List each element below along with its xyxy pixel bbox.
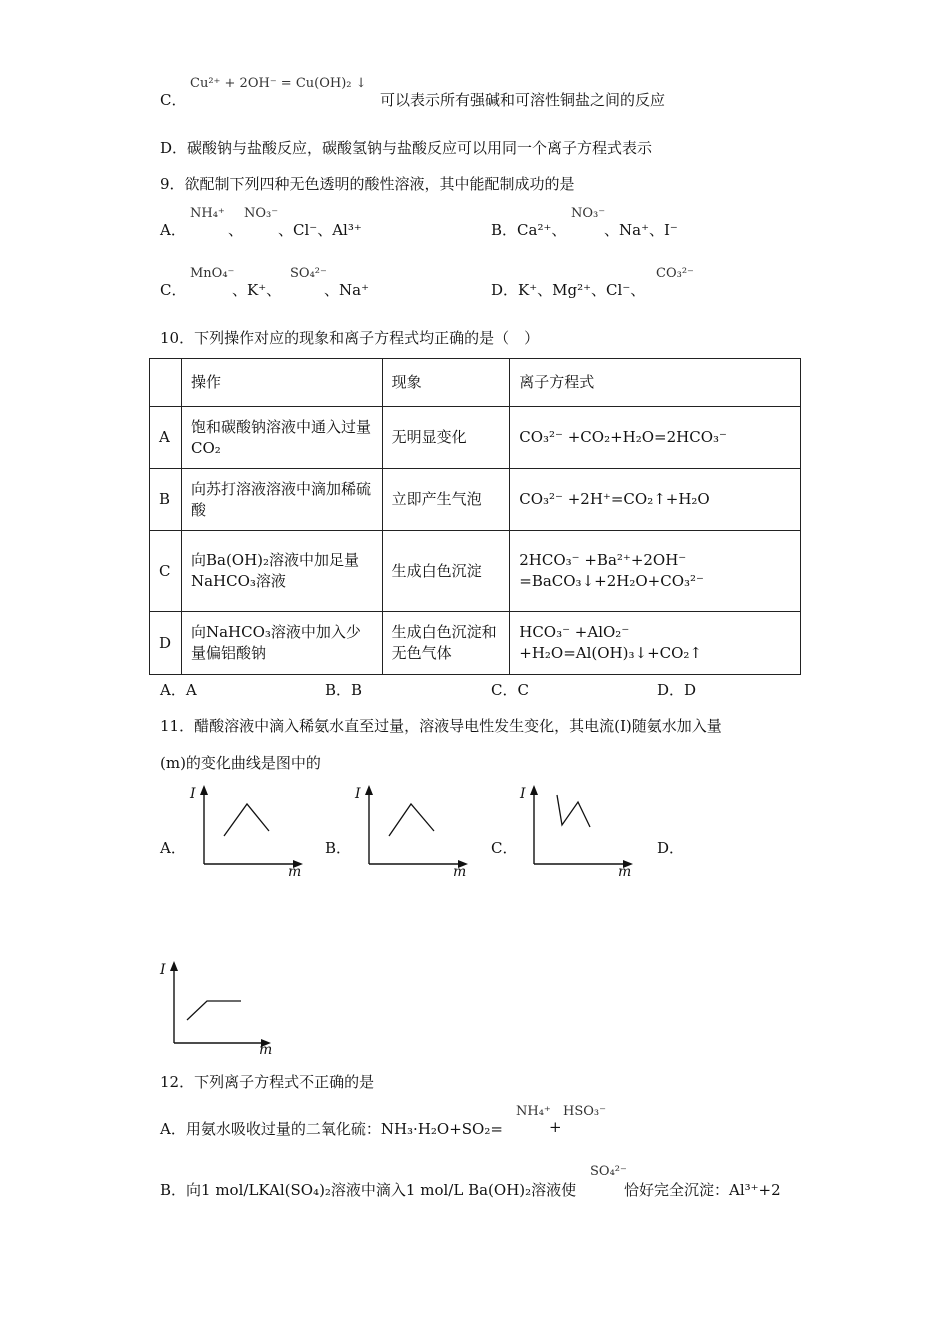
separator: 、	[228, 221, 244, 239]
row-key: A	[150, 407, 182, 469]
table-row	[150, 531, 801, 612]
row-equation: 2HCO₃⁻ +Ba²⁺+2OH⁻ =BaCO₃↓+2H₂O+CO₃²⁻	[510, 531, 801, 612]
graph-c	[515, 782, 640, 880]
row-key: C	[150, 531, 182, 612]
table-header-row	[150, 359, 801, 407]
formula-image: NH₄⁺	[190, 206, 225, 221]
option-text: 、Na⁺、I⁻	[604, 221, 678, 239]
graph-a	[185, 782, 310, 880]
formula-image: NH₄⁺	[516, 1104, 551, 1119]
formula-image: NO₃⁻	[244, 206, 279, 221]
option-label: B．	[325, 839, 352, 857]
row-phenomenon: 立即产生气泡	[382, 469, 510, 531]
formula-image: HSO₃⁻	[563, 1104, 606, 1119]
option-text: D．碳酸钠与盐酸反应，碳酸氢钠与盐酸反应可以用同一个离子方程式表示	[160, 139, 653, 157]
answer-option[interactable]: C．C	[491, 681, 529, 699]
formula-image: MnO₄⁻	[190, 266, 235, 281]
curve-d	[187, 1001, 241, 1020]
row-equation: CO₃²⁻ +2H⁺=CO₂↑+H₂O	[510, 469, 801, 531]
question-stem: 9．欲配制下列四种无色透明的酸性溶液，其中能配制成功的是	[160, 175, 575, 193]
x-axis-label: m	[618, 864, 632, 880]
row-operation: 向NaHCO₃溶液中加入少量偏铝酸钠	[181, 612, 382, 675]
row-phenomenon: 生成白色沉淀	[382, 531, 510, 612]
row-equation: HCO₃⁻ +AlO₂⁻ +H₂O=Al(OH)₃↓+CO₂↑	[510, 612, 801, 675]
y-axis-label: I	[160, 962, 166, 978]
option-label: C．	[491, 839, 518, 857]
curve-a	[224, 804, 269, 836]
row-key: D	[150, 612, 182, 675]
option-label: A．	[160, 221, 186, 239]
option-text: 、K⁺、	[232, 281, 282, 299]
row-equation: CO₃²⁻ +CO₂+H₂O=2HCO₃⁻	[510, 407, 801, 469]
question-stem-cont: (m)的变化曲线是图中的	[160, 754, 321, 772]
table-row	[150, 407, 801, 469]
formula-image: Cu²⁺ + 2OH⁻ = Cu(OH)₂ ↓	[190, 76, 367, 91]
row-operation: 饱和碳酸钠溶液中通入过量CO₂	[181, 407, 382, 469]
header-cell: 离子方程式	[510, 359, 801, 407]
question-stem: 10．下列操作对应的现象和离子方程式均正确的是（ ）	[160, 329, 540, 347]
header-cell: 操作	[181, 359, 382, 407]
option-label: D．K⁺、Mg²⁺、Cl⁻、	[491, 281, 646, 299]
option-text: 可以表示所有强碱和可溶性铜盐之间的反应	[380, 91, 666, 109]
y-axis-label: I	[355, 786, 361, 802]
row-operation: 向Ba(OH)₂溶液中加足量NaHCO₃溶液	[181, 531, 382, 612]
curve-b	[389, 804, 434, 836]
option-text: 恰好完全沉淀：Al³⁺+2	[624, 1181, 781, 1199]
curve-c	[557, 795, 590, 827]
option-label: C．	[160, 281, 187, 299]
formula-image: CO₃²⁻	[656, 266, 694, 281]
option-label: C．	[160, 91, 187, 109]
header-cell	[150, 359, 182, 407]
graph-d	[155, 958, 280, 1056]
row-phenomenon: 无明显变化	[382, 407, 510, 469]
question-stem: 11．醋酸溶液中滴入稀氨水直至过量，溶液导电性发生变化，其电流(I)随氨水加入量	[160, 717, 722, 735]
plus-sign: +	[549, 1118, 562, 1136]
option-label: B．Ca²⁺、	[491, 221, 567, 239]
row-operation: 向苏打溶液溶液中滴加稀硫酸	[181, 469, 382, 531]
table-row	[150, 612, 801, 675]
answer-option[interactable]: B．B	[325, 681, 363, 699]
y-axis-label: I	[520, 786, 526, 802]
reaction-table	[149, 358, 801, 675]
table-row	[150, 469, 801, 531]
formula-image: NO₃⁻	[571, 206, 606, 221]
x-axis-label: m	[259, 1042, 273, 1056]
option-label: D．	[657, 839, 685, 857]
option-text: B．向1 mol/LKAl(SO₄)₂溶液中滴入1 mol/L Ba(OH)₂溶液使	[160, 1181, 577, 1199]
row-key: B	[150, 469, 182, 531]
formula-image: SO₄²⁻	[590, 1164, 627, 1179]
option-text: A．用氨水吸收过量的二氧化硫：NH₃·H₂O+SO₂=	[160, 1120, 503, 1138]
option-text: 、Cl⁻、Al³⁺	[278, 221, 362, 239]
graph-b	[350, 782, 475, 880]
option-text: 、Na⁺	[324, 281, 369, 299]
x-axis-label: m	[453, 864, 467, 880]
option-label: A．	[160, 839, 186, 857]
formula-image: SO₄²⁻	[290, 266, 327, 281]
y-axis-label: I	[190, 786, 196, 802]
answer-option[interactable]: A．A	[160, 681, 197, 699]
answer-option[interactable]: D．D	[657, 681, 697, 699]
question-stem: 12．下列离子方程式不正确的是	[160, 1073, 375, 1091]
x-axis-label: m	[288, 864, 302, 880]
row-phenomenon: 生成白色沉淀和无色气体	[382, 612, 510, 675]
header-cell: 现象	[382, 359, 510, 407]
